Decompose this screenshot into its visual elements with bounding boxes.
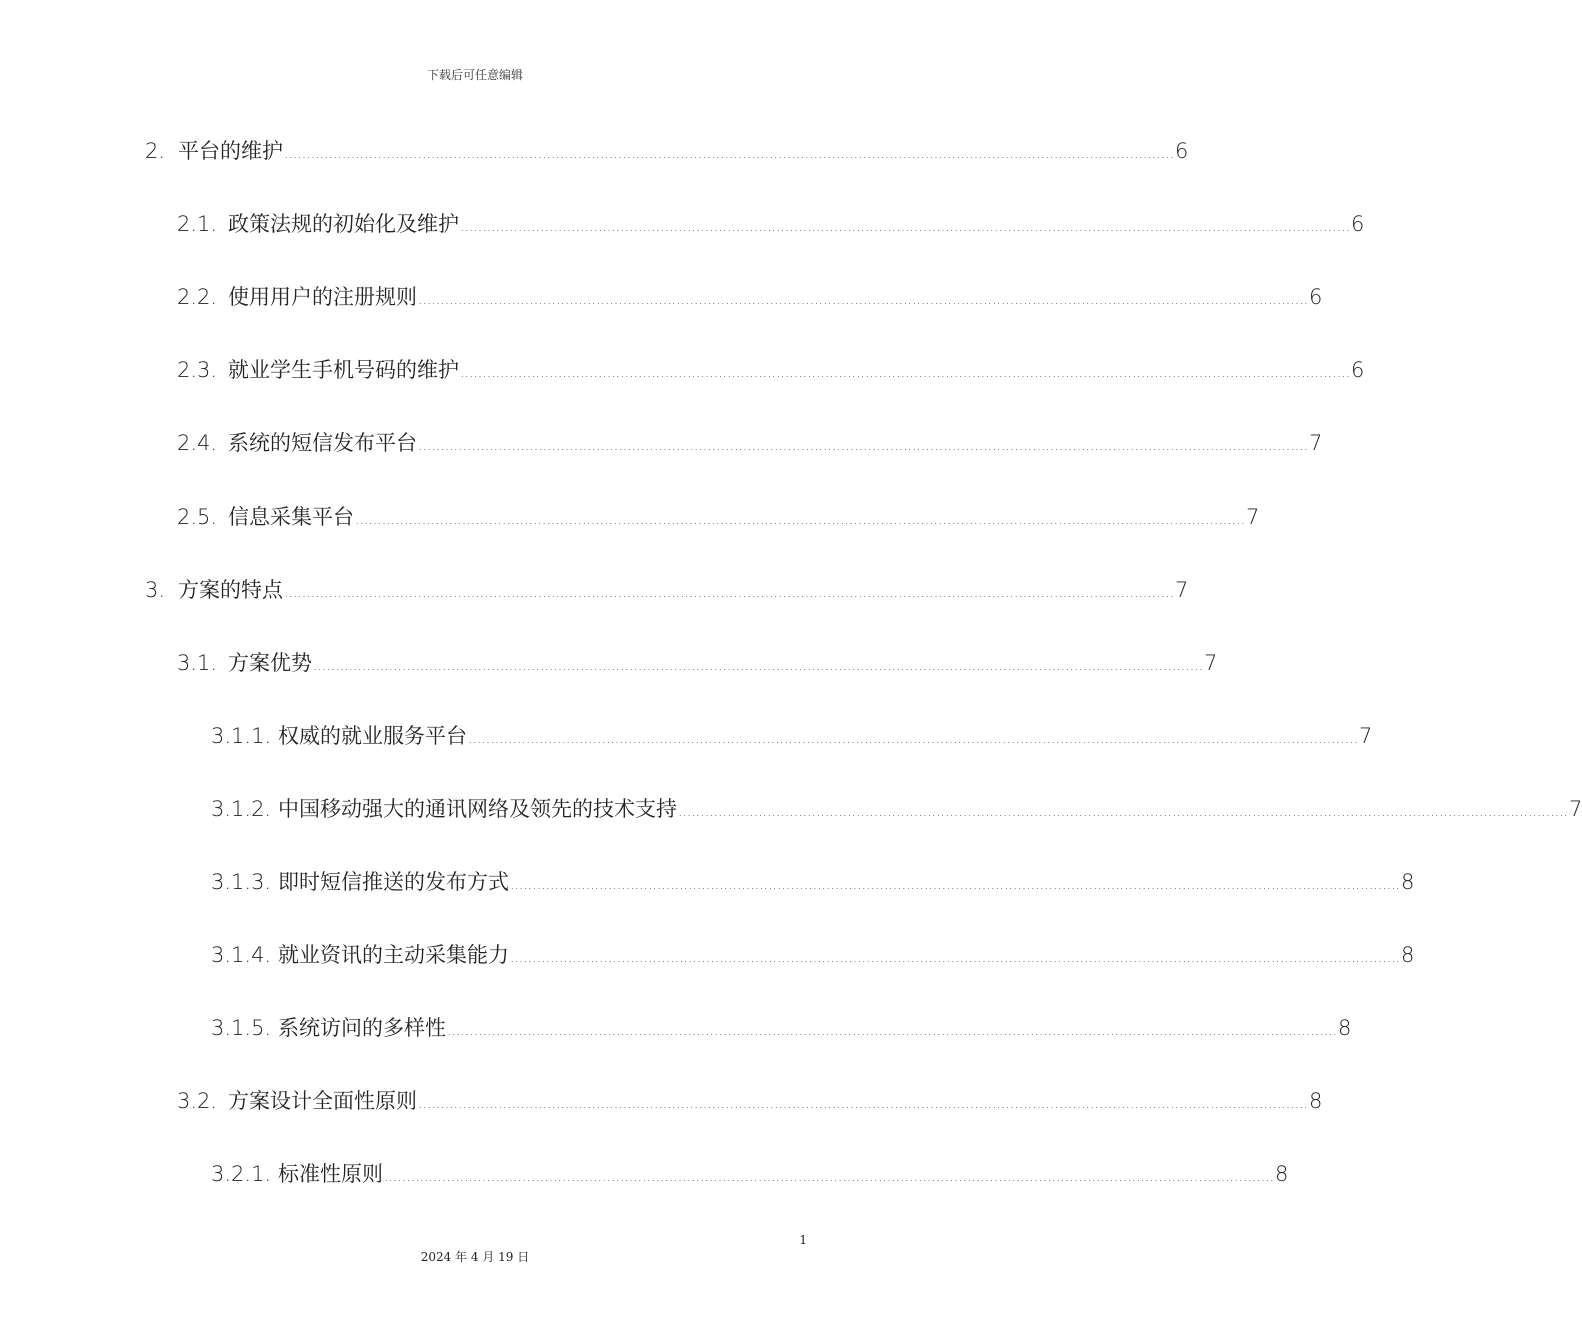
toc-dot-leader: ........................................................................................................................................................................................................ — [313, 658, 1204, 674]
toc-entry-title: 权威的就业服务平台 — [278, 724, 467, 748]
toc-entry[interactable] — [211, 794, 1582, 824]
toc-entry[interactable] — [177, 355, 1365, 385]
toc-entry-title: 方案优势 — [228, 651, 312, 675]
toc-entry[interactable] — [145, 575, 1189, 605]
toc-dot-leader: ........................................................................................................................................................................................................ — [284, 585, 1175, 601]
toc-dot-leader: ........................................................................................................................................................................................................ — [284, 146, 1175, 162]
toc-entry-number: 3.1.5. — [211, 1016, 272, 1040]
toc-entry[interactable] — [211, 940, 1415, 970]
toc-entry[interactable] — [211, 1159, 1289, 1189]
toc-entry-title: 方案设计全面性原则 — [228, 1089, 417, 1113]
toc-entry-title: 系统的短信发布平台 — [228, 431, 417, 455]
toc-entry[interactable] — [177, 209, 1365, 239]
toc-entry-title: 标准性原则 — [278, 1162, 383, 1186]
toc-entry-page: 8 — [1309, 1089, 1323, 1113]
footer-date: 2024 年 4 月 19 日 — [420, 1250, 530, 1264]
toc-entry-number: 3. — [145, 578, 166, 602]
toc-dot-leader: ........................................................................................................................................................................................................ — [460, 219, 1351, 235]
page-header: 下载后可任意编辑 — [426, 68, 523, 82]
page-number: 1 — [799, 1233, 807, 1247]
toc-entry-page: 7 — [1359, 724, 1373, 748]
toc-entry-page: 7 — [1309, 431, 1323, 455]
toc-entry-page: 6 — [1309, 285, 1323, 309]
toc-entry[interactable] — [145, 136, 1189, 166]
toc-entry-page: 8 — [1401, 870, 1415, 894]
toc-dot-leader: ........................................................................................................................................................................................................ — [468, 731, 1359, 747]
toc-entry-page: 7 — [1569, 797, 1582, 821]
toc-entry-number: 3.2. — [177, 1089, 218, 1113]
toc-entry-number: 3.1.1. — [211, 724, 272, 748]
toc-entry-number: 2.1. — [177, 212, 218, 236]
toc-entry-number: 2.3. — [177, 358, 218, 382]
toc-entry-page: 6 — [1351, 358, 1365, 382]
toc-entry-number: 3.1.2. — [211, 797, 272, 821]
toc-entry-page: 8 — [1275, 1162, 1289, 1186]
toc-entry[interactable] — [177, 1086, 1323, 1116]
toc-entry-page: 7 — [1175, 578, 1189, 602]
toc-entry[interactable] — [211, 721, 1373, 751]
toc-entry-page: 7 — [1246, 505, 1260, 529]
toc-entry-page: 7 — [1204, 651, 1218, 675]
toc-entry-title: 信息采集平台 — [228, 505, 354, 529]
toc-dot-leader: ........................................................................................................................................................................................................ — [447, 1023, 1338, 1039]
toc-entry-number: 2.4. — [177, 431, 218, 455]
toc-entry-page: 6 — [1175, 139, 1189, 163]
toc-entry[interactable] — [211, 1013, 1352, 1043]
toc-entry-title: 平台的维护 — [178, 139, 283, 163]
toc-entry-title: 即时短信推送的发布方式 — [278, 870, 509, 894]
toc-dot-leader: ........................................................................................................................................................................................................ — [355, 512, 1246, 528]
toc-entry[interactable] — [177, 648, 1218, 678]
toc-entry-title: 政策法规的初始化及维护 — [228, 212, 459, 236]
toc-entry-title: 就业学生手机号码的维护 — [228, 358, 459, 382]
toc-dot-leader: ........................................................................................................................................................................................................ — [384, 1169, 1275, 1185]
toc-entry-title: 方案的特点 — [178, 578, 283, 602]
toc-entry[interactable] — [177, 428, 1323, 458]
toc-entry-page: 6 — [1351, 212, 1365, 236]
toc-entry-title: 使用用户的注册规则 — [228, 285, 417, 309]
toc-entry-number: 3.1.4. — [211, 943, 272, 967]
toc-entry-page: 8 — [1401, 943, 1415, 967]
toc-entry-number: 3.2.1. — [211, 1162, 272, 1186]
toc-entry[interactable] — [211, 867, 1415, 897]
toc-entry-number: 2. — [145, 139, 166, 163]
toc-entry[interactable] — [177, 502, 1260, 532]
toc-entry-number: 2.5. — [177, 505, 218, 529]
toc-dot-leader: ........................................................................................................................................................................................................ — [510, 950, 1401, 966]
toc-entry-title: 系统访问的多样性 — [278, 1016, 446, 1040]
toc-dot-leader: ........................................................................................................................................................................................................ — [418, 438, 1309, 454]
toc-entry-number: 3.1.3. — [211, 870, 272, 894]
toc-dot-leader: ........................................................................................................................................................................................................ — [460, 365, 1351, 381]
toc-entry[interactable] — [177, 282, 1323, 312]
toc-dot-leader: ........................................................................................................................................................................................................ — [418, 292, 1309, 308]
toc-entry-number: 2.2. — [177, 285, 218, 309]
toc-entry-title: 就业资讯的主动采集能力 — [278, 943, 509, 967]
toc-dot-leader: ........................................................................................................................................................................................................ — [510, 877, 1401, 893]
toc-entry-title: 中国移动强大的通讯网络及领先的技术支持 — [278, 797, 677, 821]
toc-entry-page: 8 — [1338, 1016, 1352, 1040]
toc-dot-leader: ........................................................................................................................................................................................................ — [678, 804, 1569, 820]
toc-dot-leader: ........................................................................................................................................................................................................ — [418, 1096, 1309, 1112]
toc-entry-number: 3.1. — [177, 651, 218, 675]
